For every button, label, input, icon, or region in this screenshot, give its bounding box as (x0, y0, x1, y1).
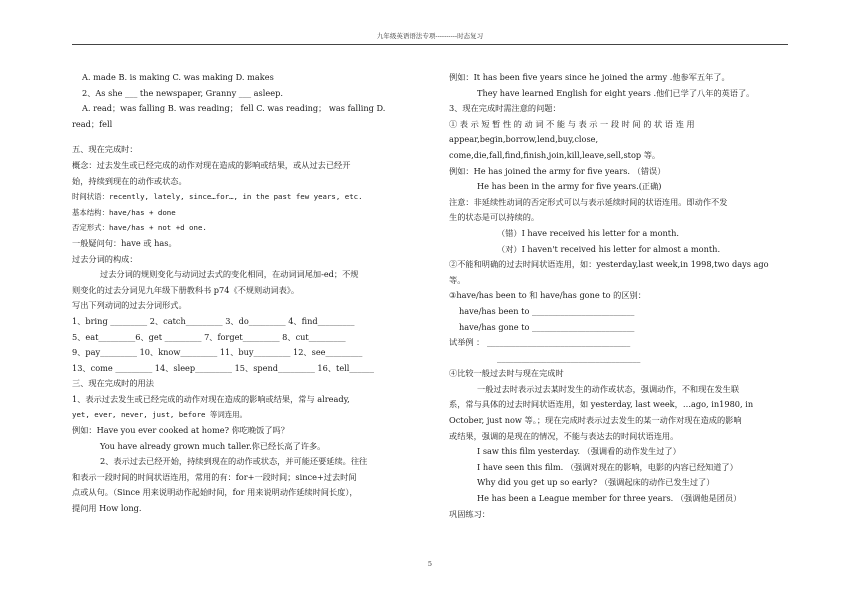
right-line: 巩固练习： (449, 508, 490, 519)
left-column (72, 70, 422, 517)
right-line: 生的状态是可以持续的。 (449, 212, 540, 223)
left-line: 9、pay_________ 10、know_________ 11、buy_________ 12、see_________ (72, 347, 363, 358)
left-line: 一般疑问句：have 或 has。 (72, 237, 177, 248)
right-line: 一般过去时表示过去某时发生的动作或状态，强调动作，不和现在发生联 (477, 383, 740, 394)
right-line: 3、现在完成时需注意的问题： (449, 103, 561, 114)
left-line: 2、As she ___ the newspaper, Granny ___ asleep. (82, 87, 283, 98)
left-line: 过去分词的构成： (72, 253, 138, 264)
right-line: ___________________________________ (497, 352, 641, 363)
left-line: 写出下列动词的过去分词形式。 (72, 300, 187, 311)
right-line: have/has been to _________________________ (459, 305, 635, 316)
right-line: 试举例 ： ___________________________________ (449, 337, 631, 348)
right-line: （错）I have received his letter for a month. (497, 227, 679, 238)
left-line: 2、表示过去已经开始，持续到现在的动作或状态，并可能还要延续。往往 (100, 456, 368, 467)
left-line: You have already grown much taller.你已经长高了许多。 (100, 440, 326, 451)
right-line: ④比较一般过去时与现在完成时 (449, 368, 564, 379)
left-line: 三、现在完成时的用法 (72, 378, 154, 389)
right-line: He has been a League member for three years. （强调他是团员） (477, 493, 742, 504)
left-line: 时间状语：recently, lately, since…for…, in the past few years, etc. (72, 192, 363, 202)
right-line: He has been in the army for five years.(正确) (477, 181, 662, 192)
right-line: ②不能和明确的过去时间状语连用，如：yesterday,last week,in 1998,two days ago (449, 259, 769, 270)
left-line: 13、come _________ 14、sleep_________ 15、spend_________ 16、tell______ (72, 362, 374, 373)
right-line: 系，常与具体的过去时间状语连用，如 yesterday, last week，…ago, in1980, in (449, 399, 754, 410)
right-column (449, 70, 794, 522)
left-line: 1、bring _________ 2、catch_________ 3、do_________ 4、find_________ (72, 315, 355, 326)
left-line: read；fell (72, 118, 113, 129)
left-line: 始，持续到现在的动作或状态。 (72, 175, 187, 186)
left-line: A. read；was falling B. was reading； fell C. was reading； was falling D. (82, 103, 386, 114)
left-line: 例如：Have you ever cooked at home? 你吃晚饭了吗？ (72, 425, 289, 436)
page-header: 九年级英语语法专项----------时态复习 (376, 33, 484, 40)
right-line: have/has gone to _________________________ (459, 321, 635, 332)
header-divider (72, 44, 788, 45)
left-line: 点或从句。（Since 用来说明动作起始时间，for 用来说明动作延续时间长度）， (72, 487, 358, 498)
left-line: 概念：过去发生或已经完成的动作对现在造成的影响或结果，或从过去已经开 (72, 159, 351, 170)
right-line: 等。 (449, 274, 466, 285)
right-line: come,die,fall,find,finish,join,kill,leave,sell,stop 等。 (449, 149, 661, 160)
left-line: 1、表示过去发生或已经完成的动作对现在造成的影响或结果，常与 already, (72, 393, 350, 404)
right-line: I have seen this film. （强调对现在的影响，电影的内容已经知道了） (477, 461, 738, 472)
right-line: ③have/has been to 和 have/has gone to 的区别： (449, 290, 646, 301)
left-line: yet, ever, never, just, before 等词连用。 (72, 410, 247, 420)
page-number: 5 (427, 560, 433, 568)
left-line (72, 132, 422, 142)
right-line: Why did you get up so early? （强调起床的动作已发生过了） (477, 477, 715, 488)
left-line: 基本结构：have/has + done (72, 207, 176, 217)
left-line: 过去分词的规则变化与动词过去式的变化相同，在动词词尾加-ed；不规 (100, 269, 359, 280)
right-line: I saw this film yesterday. （强调看的动作发生过了） (477, 446, 681, 457)
right-line: 例如：He has joined the army for five years. （错误） (449, 165, 666, 176)
left-line: 则变化的过去分词见九年级下册教科书 p74《不规则动词表》。 (72, 284, 300, 295)
left-line: 五、现在完成时： (72, 144, 138, 155)
right-line: appear,begin,borrow,lend,buy,close, (449, 134, 599, 145)
right-line: 注意：非延续性动词的否定形式可以与表示延续时间的状语连用。即动作不发 (449, 196, 728, 207)
left-line: 5、eat_________6、get _________ 7、forget_________ 8、cut_________ (72, 331, 346, 342)
left-line: A. made B. is making C. was making D. makes (82, 72, 274, 82)
left-line: 和表示一段时间的时间状语连用，常用的有：for+一段时间；since+过去时间 (72, 471, 357, 482)
right-line: 或结果，强调的是现在的情况，不能与表达去的时间状语连用。 (449, 430, 679, 441)
right-line: 例如：It has been five years since he joined the army .他参军五年了。 (449, 72, 730, 82)
left-line: 否定形式：have/has + not +d one. (72, 223, 207, 233)
right-line: ① 表 示 短 暂 性 的 动 词 不 能 与 表 示 一 段 时 间 的 状 语 连 用 (449, 118, 695, 129)
right-line: （对）I haven't received his letter for almost a month. (497, 243, 721, 254)
right-line: They have learned English for eight years .他们已学了八年的英语了。 (477, 87, 755, 98)
left-line: 提问用 How long. (72, 503, 142, 514)
right-line: October, just now 等。；现在完成时表示过去发生的某一动作对现在造成的影响 (449, 415, 742, 426)
